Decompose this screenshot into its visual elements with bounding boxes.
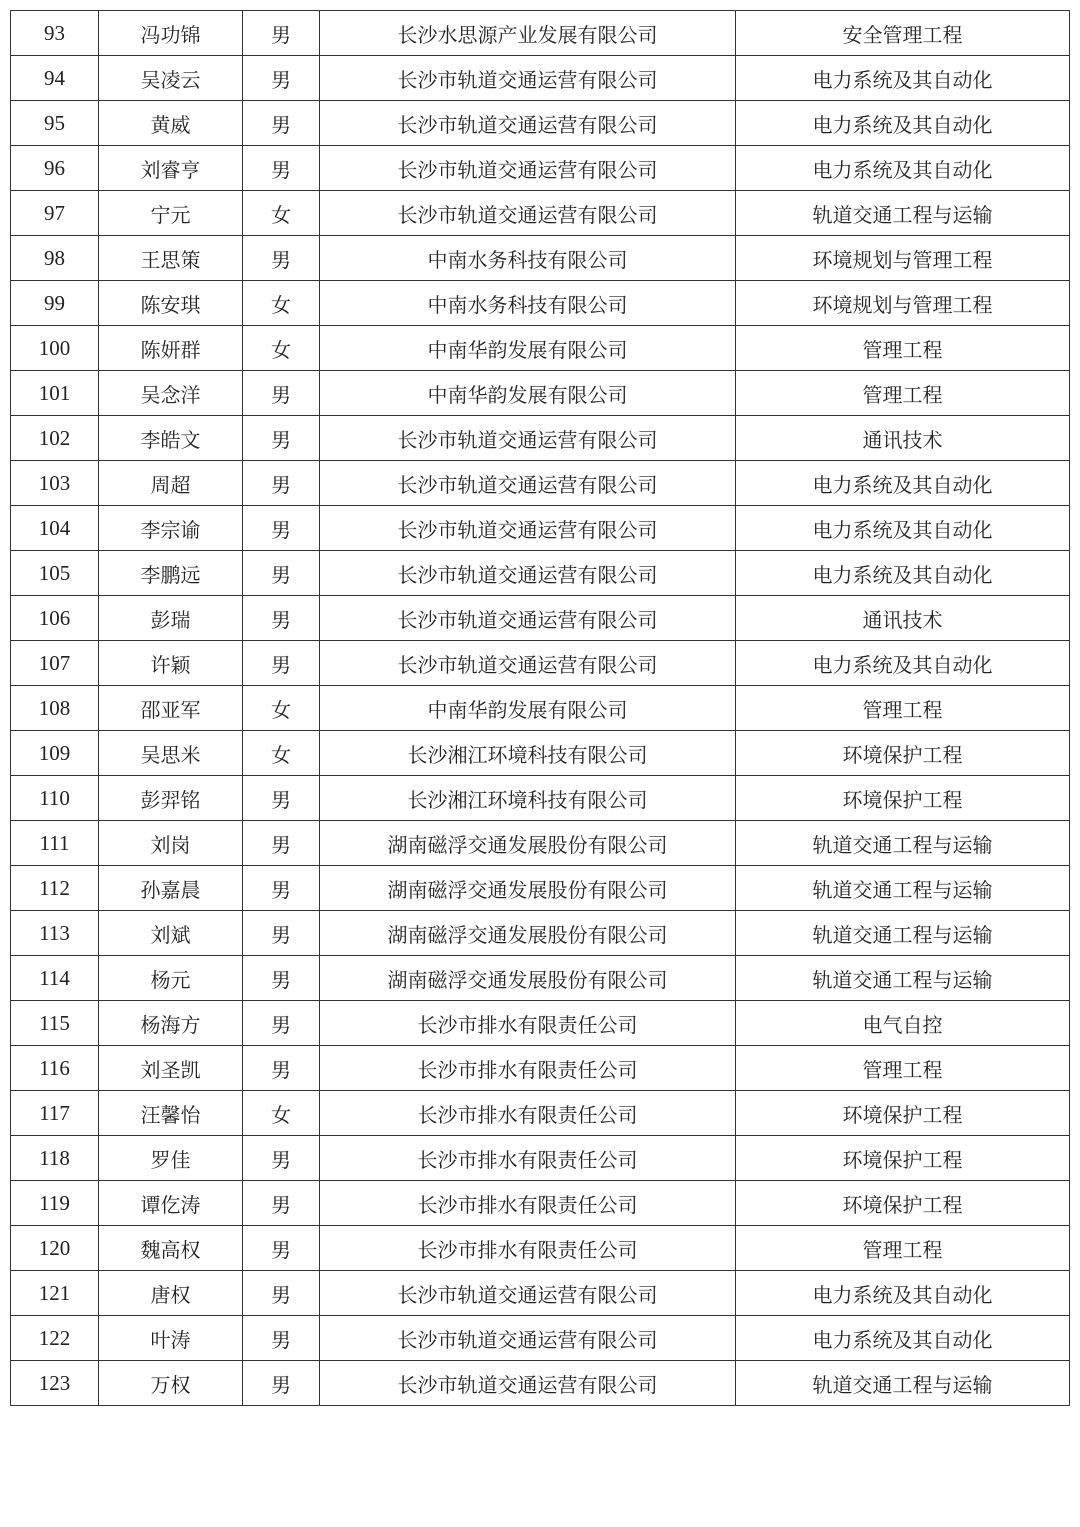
major-cell: 环境保护工程 [736,1136,1070,1181]
company-cell: 长沙市轨道交通运营有限公司 [320,416,736,461]
row-number-cell: 98 [11,236,99,281]
major-cell: 通讯技术 [736,416,1070,461]
table-row [11,101,1070,146]
company-cell: 长沙市轨道交通运营有限公司 [320,56,736,101]
row-number-cell: 119 [11,1181,99,1226]
table-row [11,1091,1070,1136]
name-cell: 唐权 [99,1271,243,1316]
major-cell: 电力系统及其自动化 [736,56,1070,101]
name-cell: 陈安琪 [99,281,243,326]
name-cell: 刘岗 [99,821,243,866]
row-number-cell: 122 [11,1316,99,1361]
gender-cell: 男 [243,11,320,56]
major-cell: 电力系统及其自动化 [736,506,1070,551]
table-row [11,236,1070,281]
name-cell: 吴凌云 [99,56,243,101]
name-cell: 彭羿铭 [99,776,243,821]
major-cell: 电力系统及其自动化 [736,146,1070,191]
row-number-cell: 101 [11,371,99,416]
major-cell: 管理工程 [736,326,1070,371]
table-row [11,56,1070,101]
name-cell: 冯功锦 [99,11,243,56]
table-row [11,1226,1070,1271]
table-row [11,731,1070,776]
company-cell: 中南水务科技有限公司 [320,236,736,281]
name-cell: 邵亚军 [99,686,243,731]
row-number-cell: 110 [11,776,99,821]
major-cell: 环境保护工程 [736,731,1070,776]
name-cell: 杨元 [99,956,243,1001]
major-cell: 电力系统及其自动化 [736,101,1070,146]
gender-cell: 男 [243,866,320,911]
gender-cell: 男 [243,371,320,416]
company-cell: 长沙市轨道交通运营有限公司 [320,191,736,236]
table-row [11,326,1070,371]
row-number-cell: 121 [11,1271,99,1316]
gender-cell: 男 [243,596,320,641]
gender-cell: 男 [243,1181,320,1226]
gender-cell: 男 [243,416,320,461]
row-number-cell: 95 [11,101,99,146]
name-cell: 刘圣凯 [99,1046,243,1091]
company-cell: 长沙市轨道交通运营有限公司 [320,551,736,596]
company-cell: 长沙市轨道交通运营有限公司 [320,1271,736,1316]
company-cell: 长沙湘江环境科技有限公司 [320,776,736,821]
company-cell: 长沙市排水有限责任公司 [320,1181,736,1226]
gender-cell: 男 [243,1001,320,1046]
company-cell: 长沙市轨道交通运营有限公司 [320,461,736,506]
table-row [11,686,1070,731]
gender-cell: 男 [243,1046,320,1091]
gender-cell: 女 [243,1091,320,1136]
major-cell: 电力系统及其自动化 [736,1271,1070,1316]
table-row [11,1136,1070,1181]
company-cell: 长沙市排水有限责任公司 [320,1136,736,1181]
major-cell: 轨道交通工程与运输 [736,911,1070,956]
table-row [11,371,1070,416]
company-cell: 长沙市轨道交通运营有限公司 [320,506,736,551]
name-cell: 杨海方 [99,1001,243,1046]
table-row [11,1316,1070,1361]
name-cell: 万权 [99,1361,243,1406]
company-cell: 长沙市轨道交通运营有限公司 [320,146,736,191]
name-cell: 吴思米 [99,731,243,776]
gender-cell: 女 [243,191,320,236]
major-cell: 环境保护工程 [736,1181,1070,1226]
major-cell: 电力系统及其自动化 [736,551,1070,596]
table-row [11,1361,1070,1406]
company-cell: 中南水务科技有限公司 [320,281,736,326]
company-cell: 长沙市轨道交通运营有限公司 [320,101,736,146]
table-row [11,461,1070,506]
row-number-cell: 97 [11,191,99,236]
company-cell: 湖南磁浮交通发展股份有限公司 [320,866,736,911]
row-number-cell: 99 [11,281,99,326]
table-row [11,821,1070,866]
major-cell: 环境保护工程 [736,1091,1070,1136]
row-number-cell: 112 [11,866,99,911]
major-cell: 安全管理工程 [736,11,1070,56]
row-number-cell: 123 [11,1361,99,1406]
gender-cell: 男 [243,821,320,866]
major-cell: 管理工程 [736,686,1070,731]
gender-cell: 男 [243,1226,320,1271]
row-number-cell: 93 [11,11,99,56]
name-cell: 汪馨怡 [99,1091,243,1136]
table-row [11,956,1070,1001]
table-row [11,551,1070,596]
table-row [11,146,1070,191]
row-number-cell: 120 [11,1226,99,1271]
company-cell: 中南华韵发展有限公司 [320,686,736,731]
gender-cell: 女 [243,281,320,326]
table-row [11,641,1070,686]
table-row [11,911,1070,956]
row-number-cell: 107 [11,641,99,686]
gender-cell: 男 [243,506,320,551]
table-row [11,281,1070,326]
name-cell: 魏高权 [99,1226,243,1271]
gender-cell: 男 [243,641,320,686]
company-cell: 长沙水思源产业发展有限公司 [320,11,736,56]
company-cell: 湖南磁浮交通发展股份有限公司 [320,911,736,956]
roster-table [10,10,1070,1406]
name-cell: 叶涛 [99,1316,243,1361]
name-cell: 谭仡涛 [99,1181,243,1226]
gender-cell: 男 [243,101,320,146]
gender-cell: 男 [243,1361,320,1406]
name-cell: 周超 [99,461,243,506]
company-cell: 中南华韵发展有限公司 [320,326,736,371]
table-row [11,596,1070,641]
gender-cell: 男 [243,1136,320,1181]
gender-cell: 男 [243,776,320,821]
company-cell: 长沙市排水有限责任公司 [320,1226,736,1271]
gender-cell: 男 [243,956,320,1001]
roster-table-body [11,11,1070,1406]
row-number-cell: 111 [11,821,99,866]
row-number-cell: 100 [11,326,99,371]
company-cell: 长沙市排水有限责任公司 [320,1091,736,1136]
gender-cell: 男 [243,1271,320,1316]
table-row [11,1181,1070,1226]
major-cell: 电力系统及其自动化 [736,461,1070,506]
row-number-cell: 109 [11,731,99,776]
table-row [11,1271,1070,1316]
gender-cell: 男 [243,461,320,506]
major-cell: 管理工程 [736,1226,1070,1271]
major-cell: 轨道交通工程与运输 [736,1361,1070,1406]
table-row [11,191,1070,236]
major-cell: 环境规划与管理工程 [736,236,1070,281]
name-cell: 罗佳 [99,1136,243,1181]
table-row [11,416,1070,461]
row-number-cell: 106 [11,596,99,641]
major-cell: 管理工程 [736,371,1070,416]
company-cell: 湖南磁浮交通发展股份有限公司 [320,821,736,866]
row-number-cell: 105 [11,551,99,596]
gender-cell: 女 [243,326,320,371]
row-number-cell: 96 [11,146,99,191]
major-cell: 通讯技术 [736,596,1070,641]
gender-cell: 男 [243,1316,320,1361]
company-cell: 长沙市轨道交通运营有限公司 [320,641,736,686]
company-cell: 中南华韵发展有限公司 [320,371,736,416]
gender-cell: 男 [243,56,320,101]
row-number-cell: 103 [11,461,99,506]
row-number-cell: 114 [11,956,99,1001]
company-cell: 长沙湘江环境科技有限公司 [320,731,736,776]
major-cell: 电力系统及其自动化 [736,1316,1070,1361]
row-number-cell: 102 [11,416,99,461]
gender-cell: 男 [243,551,320,596]
table-row [11,1046,1070,1091]
major-cell: 管理工程 [736,1046,1070,1091]
row-number-cell: 116 [11,1046,99,1091]
name-cell: 孙嘉晨 [99,866,243,911]
row-number-cell: 94 [11,56,99,101]
row-number-cell: 117 [11,1091,99,1136]
row-number-cell: 113 [11,911,99,956]
table-row [11,776,1070,821]
major-cell: 轨道交通工程与运输 [736,191,1070,236]
table-row [11,1001,1070,1046]
gender-cell: 男 [243,146,320,191]
company-cell: 长沙市轨道交通运营有限公司 [320,596,736,641]
gender-cell: 男 [243,911,320,956]
name-cell: 宁元 [99,191,243,236]
row-number-cell: 118 [11,1136,99,1181]
name-cell: 李鹏远 [99,551,243,596]
name-cell: 刘睿亨 [99,146,243,191]
company-cell: 长沙市排水有限责任公司 [320,1001,736,1046]
company-cell: 长沙市排水有限责任公司 [320,1046,736,1091]
major-cell: 电气自控 [736,1001,1070,1046]
gender-cell: 女 [243,731,320,776]
company-cell: 长沙市轨道交通运营有限公司 [320,1361,736,1406]
name-cell: 许颖 [99,641,243,686]
name-cell: 李宗谕 [99,506,243,551]
table-row [11,11,1070,56]
company-cell: 长沙市轨道交通运营有限公司 [320,1316,736,1361]
table-row [11,866,1070,911]
gender-cell: 女 [243,686,320,731]
name-cell: 王思策 [99,236,243,281]
row-number-cell: 104 [11,506,99,551]
name-cell: 陈妍群 [99,326,243,371]
major-cell: 环境保护工程 [736,776,1070,821]
gender-cell: 男 [243,236,320,281]
major-cell: 轨道交通工程与运输 [736,956,1070,1001]
row-number-cell: 115 [11,1001,99,1046]
major-cell: 轨道交通工程与运输 [736,866,1070,911]
major-cell: 环境规划与管理工程 [736,281,1070,326]
row-number-cell: 108 [11,686,99,731]
company-cell: 湖南磁浮交通发展股份有限公司 [320,956,736,1001]
name-cell: 吴念洋 [99,371,243,416]
major-cell: 轨道交通工程与运输 [736,821,1070,866]
name-cell: 李皓文 [99,416,243,461]
name-cell: 刘斌 [99,911,243,956]
major-cell: 电力系统及其自动化 [736,641,1070,686]
name-cell: 黄威 [99,101,243,146]
name-cell: 彭瑞 [99,596,243,641]
table-row [11,506,1070,551]
